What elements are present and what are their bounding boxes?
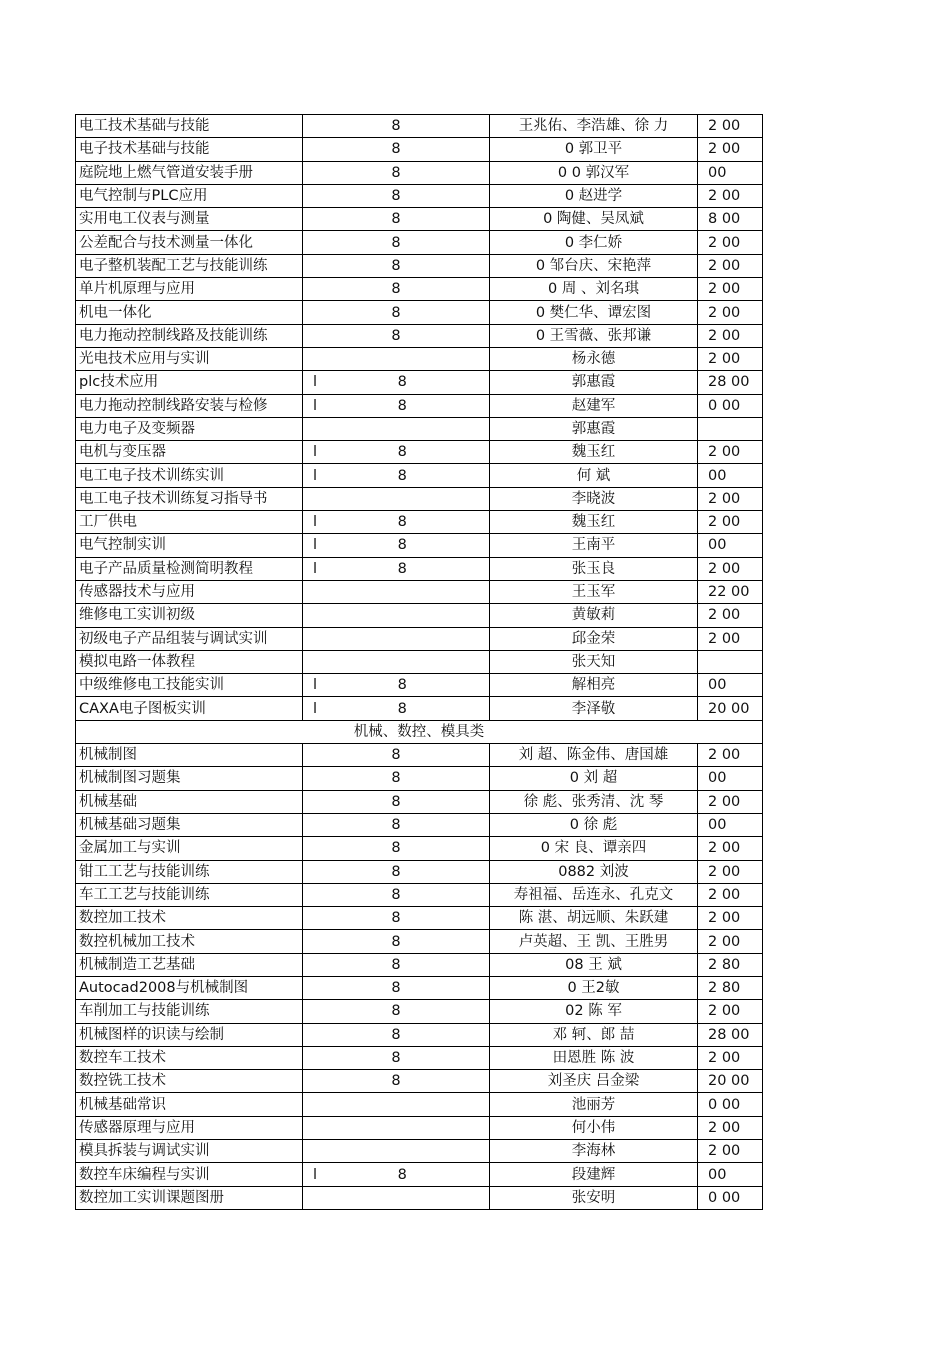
- price-cell: 28 00: [698, 371, 763, 394]
- table-row: [76, 1046, 763, 1069]
- book-title-cell: 电力电子及变频器: [76, 417, 303, 440]
- book-title-cell: 光电技术应用与实训: [76, 347, 303, 370]
- isbn-cell: 8: [303, 324, 490, 347]
- table-row: [76, 604, 763, 627]
- price-cell: 00: [698, 1163, 763, 1186]
- author-cell: 张天知: [490, 650, 698, 673]
- table-row: [76, 324, 763, 347]
- isbn-cell: [303, 604, 490, 627]
- book-title-cell: 电工电子技术训练实训: [76, 464, 303, 487]
- isbn-cell: 8: [303, 790, 490, 813]
- table-row: [76, 837, 763, 860]
- author-cell: 0 陶健、吴凤斌: [490, 208, 698, 231]
- book-title-cell: 维修电工实训初级: [76, 604, 303, 627]
- book-title-cell: plc技术应用: [76, 371, 303, 394]
- author-cell: 邓 轲、郎 喆: [490, 1023, 698, 1046]
- author-cell: 李海林: [490, 1140, 698, 1163]
- isbn-cell: 8: [303, 883, 490, 906]
- table-row: [76, 534, 763, 557]
- table-row: [76, 557, 763, 580]
- table-row: [76, 580, 763, 603]
- price-cell: 2 00: [698, 324, 763, 347]
- book-title-cell: 数控车床编程与实训: [76, 1163, 303, 1186]
- book-title-cell: 数控车工技术: [76, 1046, 303, 1069]
- table-row: [76, 464, 763, 487]
- isbn-cell: 8: [303, 184, 490, 207]
- price-cell: 2 00: [698, 860, 763, 883]
- table-row: [76, 208, 763, 231]
- price-cell: 0 00: [698, 1093, 763, 1116]
- author-cell: 邱金荣: [490, 627, 698, 650]
- isbn-cell: 8: [303, 301, 490, 324]
- price-cell: 2 00: [698, 557, 763, 580]
- price-cell: 2 00: [698, 441, 763, 464]
- price-cell: 00: [698, 534, 763, 557]
- author-cell: 李晓波: [490, 487, 698, 510]
- isbn-cell: l 8: [303, 1163, 490, 1186]
- author-cell: 0 赵进学: [490, 184, 698, 207]
- price-cell: [698, 417, 763, 440]
- book-title-cell: 庭院地上燃气管道安装手册: [76, 161, 303, 184]
- book-title-cell: 电气控制实训: [76, 534, 303, 557]
- isbn-cell: [303, 580, 490, 603]
- isbn-cell: l 8: [303, 674, 490, 697]
- isbn-cell: l 8: [303, 511, 490, 534]
- author-cell: 0 邹台庆、宋艳萍: [490, 254, 698, 277]
- price-cell: 2 00: [698, 627, 763, 650]
- author-cell: 0 徐 彪: [490, 813, 698, 836]
- table-row: [76, 394, 763, 417]
- table-row: [76, 441, 763, 464]
- price-cell: 2 00: [698, 604, 763, 627]
- book-title-cell: 电力拖动控制线路及技能训练: [76, 324, 303, 347]
- table-row: [76, 347, 763, 370]
- table-row: [76, 1163, 763, 1186]
- table-row: [76, 976, 763, 999]
- isbn-cell: 8: [303, 278, 490, 301]
- price-cell: [698, 650, 763, 673]
- author-cell: 池丽芳: [490, 1093, 698, 1116]
- book-title-cell: CAXA电子图板实训: [76, 697, 303, 720]
- table-row: [76, 953, 763, 976]
- table-row: [76, 511, 763, 534]
- isbn-cell: [303, 417, 490, 440]
- price-cell: 2 00: [698, 254, 763, 277]
- price-cell: 00: [698, 767, 763, 790]
- table-row: [76, 1023, 763, 1046]
- author-cell: 陈 湛、胡远顺、朱跃建: [490, 907, 698, 930]
- book-title-cell: 机械制图: [76, 744, 303, 767]
- price-cell: 28 00: [698, 1023, 763, 1046]
- author-cell: 杨永德: [490, 347, 698, 370]
- table-row: [76, 650, 763, 673]
- book-title-cell: 初级电子产品组装与调试实训: [76, 627, 303, 650]
- price-cell: 2 00: [698, 930, 763, 953]
- author-cell: 0 李仁娇: [490, 231, 698, 254]
- book-title-cell: 机械图样的识读与绘制: [76, 1023, 303, 1046]
- isbn-cell: 8: [303, 161, 490, 184]
- price-cell: 2 00: [698, 1140, 763, 1163]
- isbn-cell: 8: [303, 254, 490, 277]
- isbn-cell: 8: [303, 1023, 490, 1046]
- isbn-cell: l 8: [303, 394, 490, 417]
- isbn-cell: 8: [303, 115, 490, 138]
- author-cell: 黄敏莉: [490, 604, 698, 627]
- table-row: [76, 231, 763, 254]
- book-list-body: [76, 115, 763, 1210]
- book-title-cell: 车削加工与技能训练: [76, 1000, 303, 1023]
- book-title-cell: 中级维修电工技能实训: [76, 674, 303, 697]
- book-title-cell: 工厂供电: [76, 511, 303, 534]
- book-title-cell: 电子技术基础与技能: [76, 138, 303, 161]
- price-cell: 2 80: [698, 953, 763, 976]
- book-title-cell: 模具拆装与调试实训: [76, 1140, 303, 1163]
- price-cell: 2 00: [698, 487, 763, 510]
- isbn-cell: [303, 1093, 490, 1116]
- author-cell: 徐 彪、张秀清、沈 琴: [490, 790, 698, 813]
- price-cell: 00: [698, 813, 763, 836]
- author-cell: 02 陈 军: [490, 1000, 698, 1023]
- author-cell: 王南平: [490, 534, 698, 557]
- book-title-cell: 电工电子技术训练复习指导书: [76, 487, 303, 510]
- price-cell: 2 00: [698, 511, 763, 534]
- book-title-cell: 机械基础习题集: [76, 813, 303, 836]
- isbn-cell: 8: [303, 744, 490, 767]
- author-cell: 0 周 、刘名琪: [490, 278, 698, 301]
- book-title-cell: 电子整机装配工艺与技能训练: [76, 254, 303, 277]
- table-row: [76, 161, 763, 184]
- isbn-cell: 8: [303, 1046, 490, 1069]
- table-row: [76, 767, 763, 790]
- table-row: [76, 1000, 763, 1023]
- author-cell: 0 郭卫平: [490, 138, 698, 161]
- isbn-cell: [303, 1140, 490, 1163]
- table-row: [76, 138, 763, 161]
- author-cell: 刘圣庆 吕金梁: [490, 1070, 698, 1093]
- author-cell: 0 樊仁华、谭宏图: [490, 301, 698, 324]
- price-cell: 20 00: [698, 697, 763, 720]
- author-cell: 郭惠霞: [490, 417, 698, 440]
- book-title-cell: 数控铣工技术: [76, 1070, 303, 1093]
- isbn-cell: l 8: [303, 464, 490, 487]
- author-cell: 王兆佑、李浩雄、徐 力: [490, 115, 698, 138]
- author-cell: 魏玉红: [490, 511, 698, 534]
- author-cell: 魏玉红: [490, 441, 698, 464]
- price-cell: 2 00: [698, 184, 763, 207]
- table-row: [76, 417, 763, 440]
- price-cell: 2 00: [698, 138, 763, 161]
- price-cell: 0 00: [698, 1186, 763, 1209]
- isbn-cell: [303, 487, 490, 510]
- price-cell: 2 00: [698, 1000, 763, 1023]
- table-row: [76, 487, 763, 510]
- book-title-cell: 传感器原理与应用: [76, 1116, 303, 1139]
- book-title-cell: 机电一体化: [76, 301, 303, 324]
- price-cell: 00: [698, 464, 763, 487]
- book-title-cell: 机械基础常识: [76, 1093, 303, 1116]
- book-title-cell: 电气控制与PLC应用: [76, 184, 303, 207]
- table-row: [76, 883, 763, 906]
- book-title-cell: 车工工艺与技能训练: [76, 883, 303, 906]
- isbn-cell: l 8: [303, 697, 490, 720]
- book-title-cell: 钳工工艺与技能训练: [76, 860, 303, 883]
- isbn-cell: 8: [303, 1070, 490, 1093]
- price-cell: 2 00: [698, 744, 763, 767]
- table-row: [76, 301, 763, 324]
- price-cell: 0 00: [698, 394, 763, 417]
- book-title-cell: 金属加工与实训: [76, 837, 303, 860]
- isbn-cell: [303, 1116, 490, 1139]
- isbn-cell: 8: [303, 930, 490, 953]
- author-cell: 赵建军: [490, 394, 698, 417]
- author-cell: 张玉良: [490, 557, 698, 580]
- isbn-cell: 8: [303, 860, 490, 883]
- table-row: [76, 1140, 763, 1163]
- table-row: [76, 1070, 763, 1093]
- author-cell: 0 0 郭汉军: [490, 161, 698, 184]
- price-cell: 2 00: [698, 907, 763, 930]
- isbn-cell: 8: [303, 1000, 490, 1023]
- table-row: [76, 371, 763, 394]
- table-row: [76, 697, 763, 720]
- book-title-cell: 机械基础: [76, 790, 303, 813]
- isbn-cell: 8: [303, 953, 490, 976]
- price-cell: 2 00: [698, 790, 763, 813]
- author-cell: 郭惠霞: [490, 371, 698, 394]
- table-row: [76, 1093, 763, 1116]
- book-title-cell: 数控机械加工技术: [76, 930, 303, 953]
- book-list-table: [75, 114, 763, 1210]
- isbn-cell: 8: [303, 813, 490, 836]
- author-cell: 段建辉: [490, 1163, 698, 1186]
- section-header-row: [76, 720, 763, 743]
- book-title-cell: 电子产品质量检测简明教程: [76, 557, 303, 580]
- table-row: [76, 115, 763, 138]
- isbn-cell: [303, 627, 490, 650]
- book-title-cell: 数控加工实训课题图册: [76, 1186, 303, 1209]
- author-cell: 解相亮: [490, 674, 698, 697]
- price-cell: 20 00: [698, 1070, 763, 1093]
- price-cell: 00: [698, 674, 763, 697]
- book-title-cell: 传感器技术与应用: [76, 580, 303, 603]
- author-cell: 田恩胜 陈 波: [490, 1046, 698, 1069]
- author-cell: 何 斌: [490, 464, 698, 487]
- author-cell: 08 王 斌: [490, 953, 698, 976]
- price-cell: 2 80: [698, 976, 763, 999]
- book-title-cell: 公差配合与技术测量一体化: [76, 231, 303, 254]
- table-row: [76, 790, 763, 813]
- price-cell: 2 00: [698, 301, 763, 324]
- isbn-cell: [303, 347, 490, 370]
- book-title-cell: 机械制造工艺基础: [76, 953, 303, 976]
- price-cell: 2 00: [698, 231, 763, 254]
- isbn-cell: [303, 650, 490, 673]
- author-cell: 寿祖福、岳连永、孔克文: [490, 883, 698, 906]
- author-cell: 刘 超、陈金伟、唐国雄: [490, 744, 698, 767]
- price-cell: 2 00: [698, 883, 763, 906]
- author-cell: 0 王2敏: [490, 976, 698, 999]
- book-title-cell: 机械制图习题集: [76, 767, 303, 790]
- table-row: [76, 254, 763, 277]
- book-title-cell: 电力拖动控制线路安装与检修: [76, 394, 303, 417]
- section-title: 机械、数控、模具类: [76, 720, 763, 743]
- price-cell: 2 00: [698, 837, 763, 860]
- book-title-cell: 模拟电路一体教程: [76, 650, 303, 673]
- author-cell: 0 宋 良、谭亲四: [490, 837, 698, 860]
- isbn-cell: 8: [303, 208, 490, 231]
- table-row: [76, 860, 763, 883]
- table-row: [76, 930, 763, 953]
- isbn-cell: 8: [303, 767, 490, 790]
- author-cell: 0 王雪薇、张邦谦: [490, 324, 698, 347]
- author-cell: 卢英超、王 凯、王胜男: [490, 930, 698, 953]
- table-row: [76, 674, 763, 697]
- price-cell: 00: [698, 161, 763, 184]
- table-row: [76, 1186, 763, 1209]
- table-row: [76, 907, 763, 930]
- isbn-cell: l 8: [303, 441, 490, 464]
- price-cell: 2 00: [698, 347, 763, 370]
- book-title-cell: 电工技术基础与技能: [76, 115, 303, 138]
- book-title-cell: Autocad2008与机械制图: [76, 976, 303, 999]
- isbn-cell: 8: [303, 907, 490, 930]
- price-cell: 2 00: [698, 1116, 763, 1139]
- isbn-cell: l 8: [303, 557, 490, 580]
- isbn-cell: [303, 1186, 490, 1209]
- table-row: [76, 813, 763, 836]
- table-row: [76, 278, 763, 301]
- author-cell: 何小伟: [490, 1116, 698, 1139]
- table-row: [76, 744, 763, 767]
- isbn-cell: 8: [303, 837, 490, 860]
- isbn-cell: l 8: [303, 534, 490, 557]
- author-cell: 0882 刘波: [490, 860, 698, 883]
- book-title-cell: 数控加工技术: [76, 907, 303, 930]
- table-row: [76, 1116, 763, 1139]
- book-title-cell: 电机与变压器: [76, 441, 303, 464]
- price-cell: 2 00: [698, 115, 763, 138]
- isbn-cell: 8: [303, 231, 490, 254]
- price-cell: 8 00: [698, 208, 763, 231]
- author-cell: 王玉军: [490, 580, 698, 603]
- table-row: [76, 627, 763, 650]
- author-cell: 0 刘 超: [490, 767, 698, 790]
- price-cell: 2 00: [698, 1046, 763, 1069]
- isbn-cell: 8: [303, 976, 490, 999]
- author-cell: 张安明: [490, 1186, 698, 1209]
- price-cell: 2 00: [698, 278, 763, 301]
- table-row: [76, 184, 763, 207]
- isbn-cell: l 8: [303, 371, 490, 394]
- book-title-cell: 实用电工仪表与测量: [76, 208, 303, 231]
- isbn-cell: 8: [303, 138, 490, 161]
- book-title-cell: 单片机原理与应用: [76, 278, 303, 301]
- author-cell: 李泽敬: [490, 697, 698, 720]
- price-cell: 22 00: [698, 580, 763, 603]
